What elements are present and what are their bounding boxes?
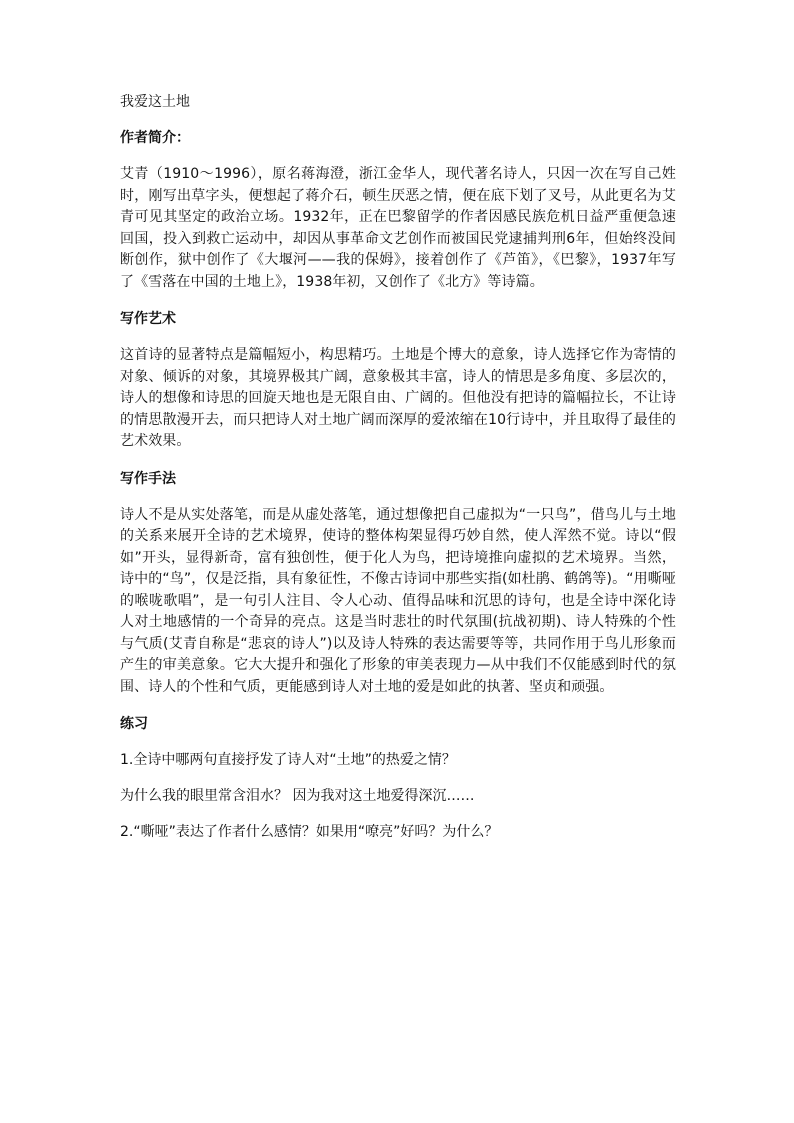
section-heading-author: 作者简介：	[120, 130, 190, 146]
section-heading-art: 写作艺术	[120, 311, 176, 327]
exercise-question-2: 2.“嘶哑”表达了作者什么感情？如果用“嘹亮”好吗？为什么？	[120, 824, 499, 840]
section-body-art: 这首诗的显著特点是篇幅短小，构思精巧。土地是个博大的意象，诗人选择它作为寄情的对象、倾诉的对象，其境界极其广阔，意象极其丰富，诗人的情思是多角度、多层次的，诗人的想像和诗思的回旋天地也是无限自由、广阔的。但他没有把诗的篇幅拉长，不让诗的情思散漫开去，而只把诗人对土地广阔而深厚的爱浓缩在10行诗中，并且取得了最佳的艺术效果。	[120, 347, 676, 449]
section-heading-technique: 写作手法	[120, 470, 176, 487]
exercise-question-1: 1.全诗中哪两句直接抒发了诗人对“土地”的热爱之情？	[120, 752, 456, 768]
document-title: 我爱这土地	[120, 94, 190, 110]
exercise-answer-1: 为什么我的眼里常含泪水？ 因为我对这土地爱得深沉……	[120, 788, 475, 804]
exercise-heading: 练习	[120, 716, 148, 732]
section-body-technique: 诗人不是从实处落笔，而是从虚处落笔，通过想像把自己虚拟为“一只鸟”，借鸟儿与土地的关系来展开全诗的艺术境界，使诗的整体构架显得巧妙自然，使人浑然不觉。诗以“假如”开头，显得新奇，富有独创性，便于化人为鸟，把诗境推向虚拟的艺术境界。当然，诗中的“鸟”，仅是泛指，具有象征性，不像古诗词中那些实指(如杜鹃、鹤鸽等)。“用嘶哑的喉咙歌唱”，是一句引人注目、令人心动、值得品味和沉思的诗句，也是全诗中深化诗人对土地感情的一个奇异的亮点。这是当时悲壮的时代氛围(抗战初期)、诗人特殊的个性与气质(艾青自称是“悲哀的诗人”)以及诗人特殊的表达需要等等，共同作用于鸟儿形象而产生的审美意象。它大大提升和强化了形象的审美表现力—从中我们不仅能感到时代的氛围、诗人的个性和气质，更能感到诗人对土地的爱是如此的执著、坚贞和顽强。	[120, 506, 676, 695]
section-body-author: 艾青（1910～1996），原名蒋海澄，浙江金华人，现代著名诗人，只因一次在写自己姓时，刚写出草字头，便想起了蒋介石，顿生厌恶之情，便在底下划了叉号，从此更名为艾青可见其坚定的政治立场。1932年，正在巴黎留学的作者因感民族危机日益严重便急速回国，投入到救亡运动中，却因从事革命文艺创作而被国民党逮捕判刑6年，但始终没间断创作，狱中创作了《大堰河——我的保姆》，接着创作了《芦笛》，《巴黎》，1937年写了《雪落在中国的土地上》，1938年初，又创作了《北方》等诗篇。	[120, 166, 676, 290]
document-content	[120, 92, 676, 858]
